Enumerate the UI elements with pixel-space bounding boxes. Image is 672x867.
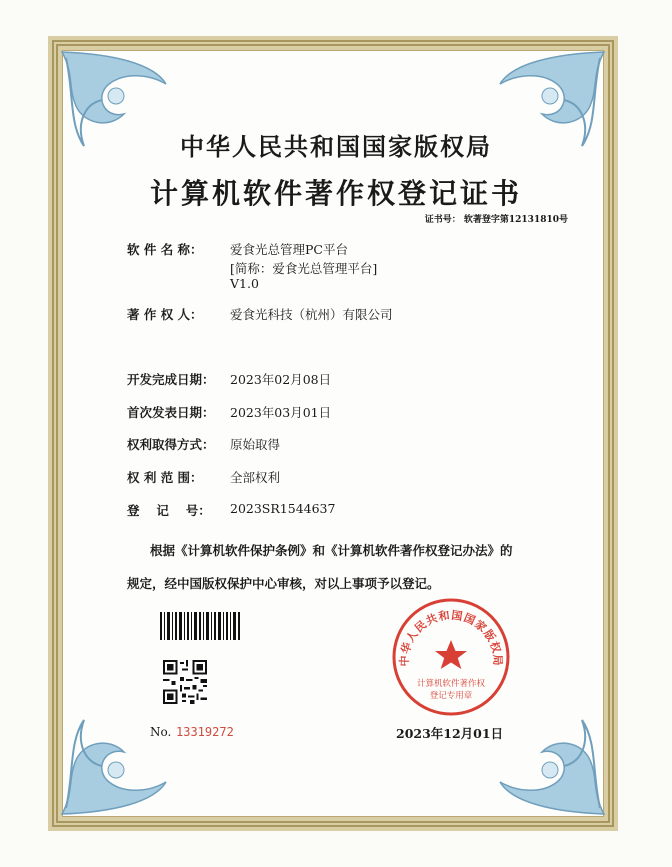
- serial-number: 13319272: [176, 725, 234, 739]
- software-name-label: 软 件 名 称：: [127, 242, 203, 257]
- registration-number-label: 登 记 号：: [127, 503, 211, 518]
- certificate-panel: [62, 50, 604, 817]
- serial-label: No.: [150, 725, 172, 739]
- issue-date: 2023年12月01日: [396, 726, 504, 741]
- copyright-owner-value: 爱食光科技（杭州）有限公司: [230, 307, 393, 322]
- software-short-name-value: [简称：爱食光总管理平台]: [230, 261, 378, 276]
- qr-code-icon: [163, 660, 207, 704]
- seal-line-2: 登记专用章: [429, 691, 473, 701]
- barcode-icon: [160, 612, 240, 640]
- acquisition-method-value: 原始取得: [230, 437, 281, 452]
- statement-line-2: 规定，经中国版权保护中心审核，对以上事项予以登记。: [127, 576, 440, 591]
- software-name-value: 爱食光总管理PC平台: [230, 242, 348, 257]
- seal-star-icon: [435, 640, 467, 669]
- corner-ornament-icon: [492, 712, 612, 822]
- statement-line-1: 根据《计算机软件保护条例》和《计算机软件著作权登记办法》的: [150, 543, 513, 558]
- certificate-title: 计算机软件著作权登记证书: [149, 177, 522, 210]
- issuer-title: 中华人民共和国国家版权局: [180, 132, 492, 161]
- development-date-value: 2023年02月08日: [230, 372, 332, 387]
- acquisition-method-label: 权利取得方式：: [127, 437, 215, 452]
- official-seal: [390, 596, 512, 718]
- registration-number-value: 2023SR1544637: [230, 501, 336, 516]
- copyright-owner-label: 著 作 权 人：: [127, 307, 203, 322]
- publication-date-value: 2023年03月01日: [230, 405, 332, 420]
- software-version-value: V1.0: [230, 276, 259, 291]
- seal-line-1: 计算机软件著作权: [416, 679, 486, 689]
- seal-outer-text: 中华人民共和国国家版权局: [397, 608, 505, 667]
- development-date-label: 开发完成日期：: [127, 372, 215, 387]
- rights-scope-value: 全部权利: [230, 470, 281, 485]
- rights-scope-label: 权 利 范 围：: [127, 470, 203, 485]
- certificate-number: 证书号： 软著登字第12131810号: [424, 215, 568, 225]
- publication-date-label: 首次发表日期：: [127, 405, 215, 420]
